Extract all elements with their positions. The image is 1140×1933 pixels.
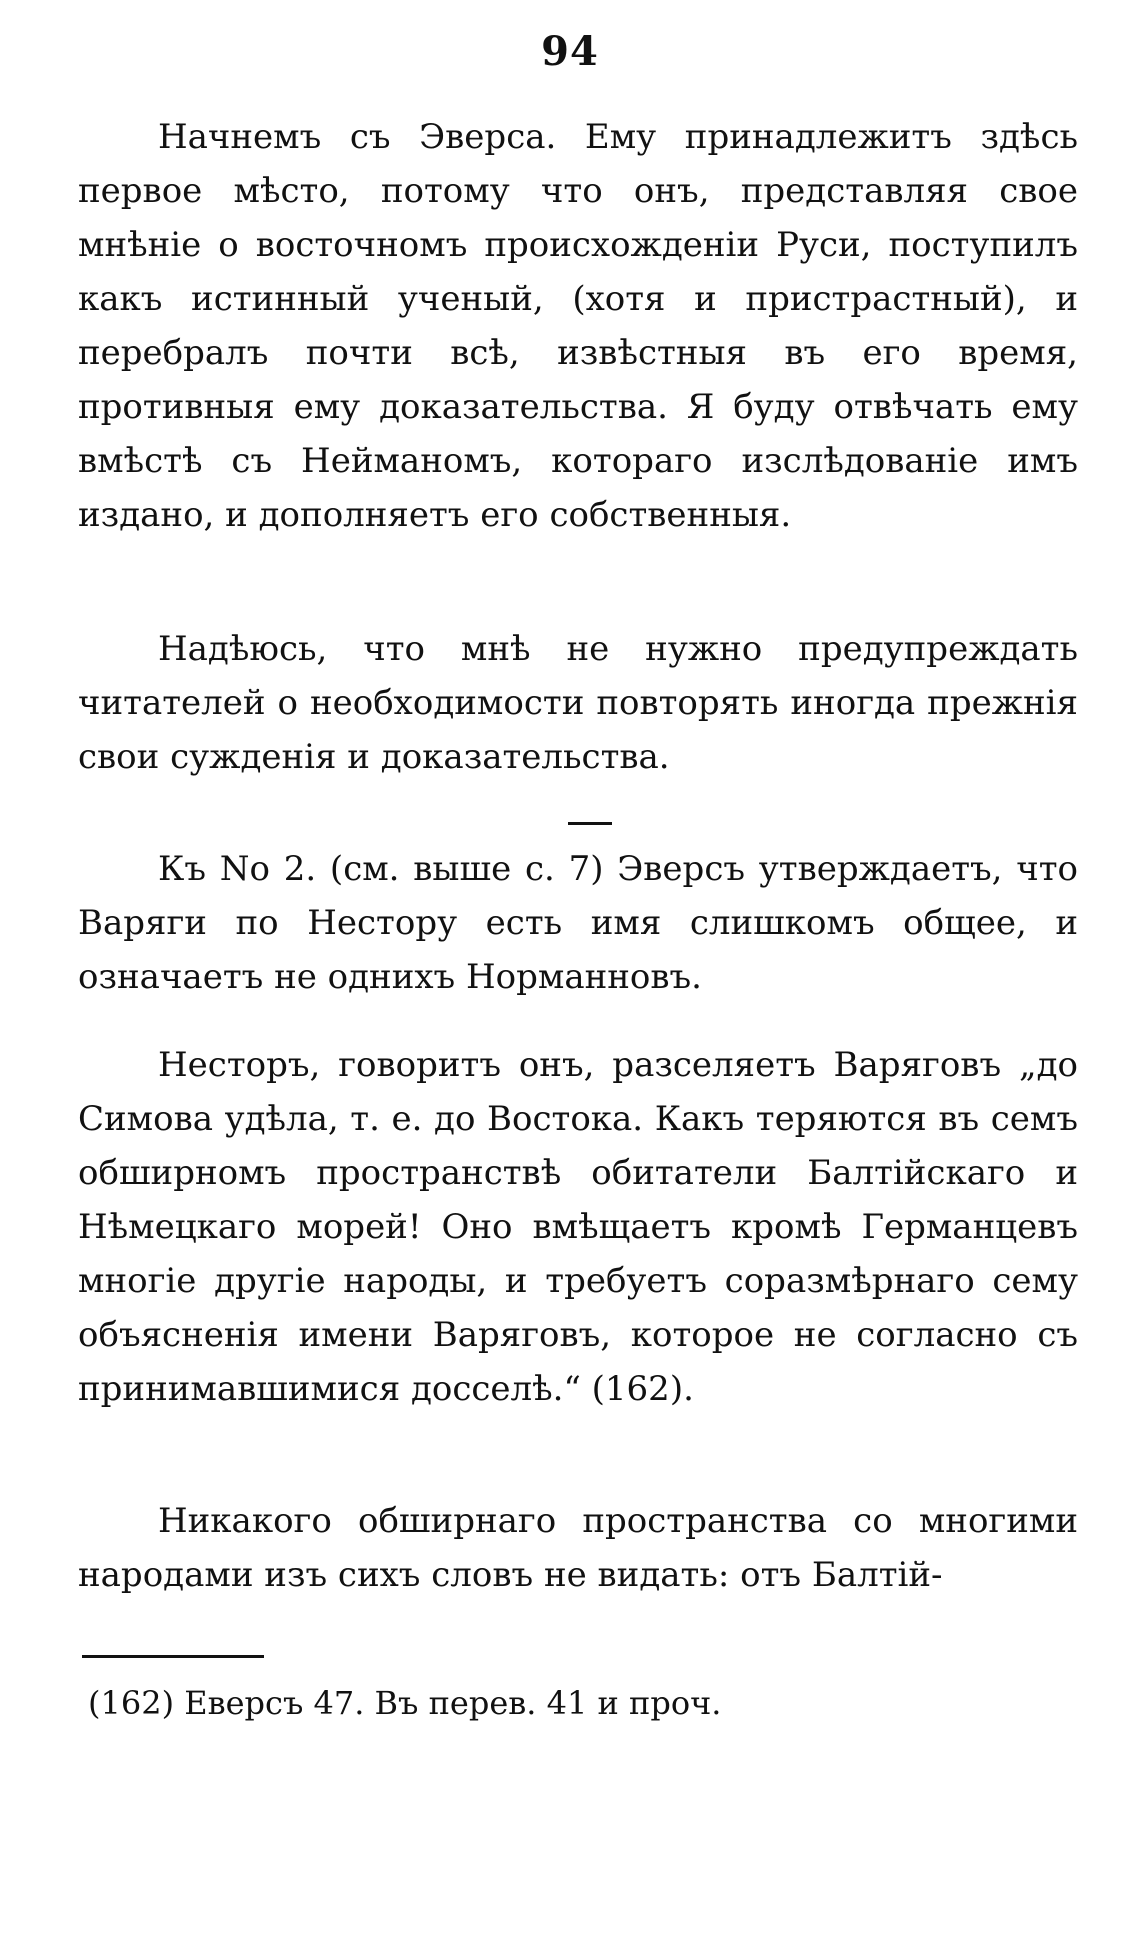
footnote-rule [82,1655,264,1658]
section-divider [568,822,612,825]
paragraph-2 [78,622,1078,784]
paragraph-text: Надѣюсь, что мнѣ не нужно предупреждать читателей о необходимости повторять иногда прежнія свои сужденія и доказательства. [78,629,1078,777]
paragraph-text: Несторъ, говоритъ онъ, разселяетъ Варяговъ „до Симова удѣла, т. е. до Востока. Какъ теряются въ семъ обширномъ пространствѣ обитатели Балтійскаго и Нѣмецкаго морей! Оно вмѣщаетъ кромѣ Германцевъ многіе другіе народы, и требуетъ соразмѣрнаго сему объясненія имени Варяговъ, которое не согласно съ принимавшимися досселѣ.“ (162). [78,1045,1078,1409]
paragraph-3 [78,842,1078,1004]
paragraph-text: Къ No 2. (см. выше с. 7) Эверсъ утверждаетъ, что Варяги по Нестору есть имя слишкомъ общее, и означаетъ не однихъ Норманновъ. [78,849,1078,997]
paragraph-5 [78,1494,1078,1602]
page-number: 94 [541,28,599,75]
footnote: (162) Еверсъ 47. Въ перев. 41 и проч. [88,1684,722,1722]
paragraph-text: Начнемъ съ Эверса. Ему принадлежитъ здѣсь первое мѣсто, потому что онъ, представляя свое мнѣніе о восточномъ происхожденіи Руси, поступилъ какъ истинный ученый, (хотя и пристрастный), и перебралъ почти всѣ, извѣстныя въ его время, противныя ему доказательства. Я буду отвѣчать ему вмѣстѣ съ Нейманомъ, котораго изслѣдованіе имъ издано, и дополняетъ его собственныя. [78,117,1078,535]
paragraph-4 [78,1038,1078,1416]
paragraph-text: Никакого обширнаго пространства со многими народами изъ сихъ словъ не видать: отъ Балтій- [78,1501,1078,1595]
paragraph-1 [78,110,1078,542]
